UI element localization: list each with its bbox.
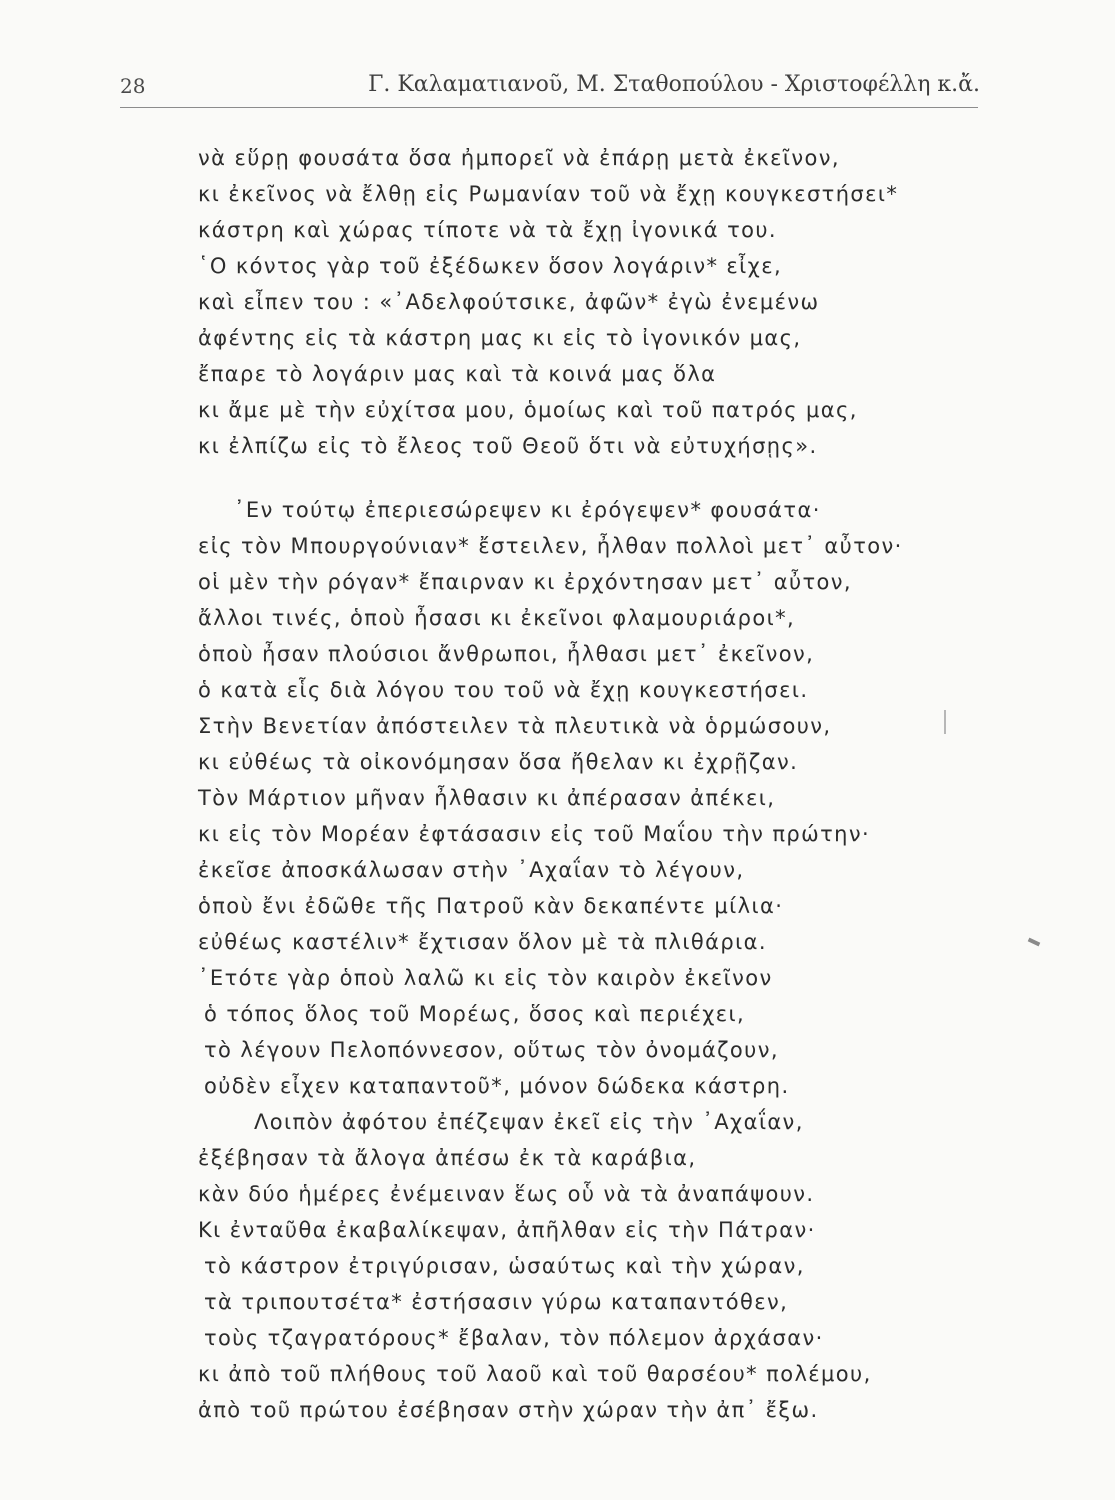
page-header [120, 68, 980, 108]
verse-line: ἐξέβησαν τὰ ἄλογα ἀπέσω ἐκ τὰ καράβια, [198, 1146, 697, 1170]
verse-line: κι ἐκεῖνος νὰ ἔλθῃ εἰς Ρωμανίαν τοῦ νὰ ἔχῃ κουγκεστήσει* [198, 182, 899, 206]
verse-line: εὐθέως καστέλιν* ἔχτισαν ὅλον μὲ τὰ πλιθάρια. [198, 930, 767, 954]
stanza-2 [198, 492, 958, 1104]
verse-line: οἱ μὲν τὴν ρόγαν* ἔπαιρναν κι ἐρχόντησαν μετ᾿ αὖτον, [198, 570, 852, 594]
stanza-gap [198, 464, 958, 492]
verse-line: Τὸν Μάρτιον μῆναν ἦλθασιν κι ἀπέρασαν ἀπέκει, [198, 786, 776, 810]
verse-line: κι ἄμε μὲ τὴν εὐχίτσα μου, ὁμοίως καὶ τοῦ πατρός μας, [198, 398, 858, 422]
verse-line: Κι ἐνταῦθα ἐκαβαλίκεψαν, ἀπῆλθαν εἰς τὴν Πάτραν· [198, 1218, 816, 1242]
verse-line: ᾿Ετότε γὰρ ὁποὺ λαλῶ κι εἰς τὸν καιρὸν ἐκεῖνον [198, 966, 773, 990]
verse-line: νὰ εὕρῃ φουσάτα ὅσα ἠμπορεῖ νὰ ἐπάρῃ μετὰ ἐκεῖνον, [198, 146, 840, 170]
verse-line: τὰ τριπουτσέτα* ἐστήσασιν γύρω καταπαντόθεν, [204, 1290, 789, 1314]
page-number: 28 [120, 74, 146, 98]
verse-line: κι ἐλπίζω εἰς τὸ ἔλεος τοῦ Θεοῦ ὅτι νὰ εὐτυχήσῃς». [198, 434, 818, 458]
verse-line: εἰς τὸν Μπουργούνιαν* ἔστειλεν, ἦλθαν πολλοὶ μετ᾿ αὖτον· [198, 534, 903, 558]
verse-line: καὶ εἶπεν του : «᾿Αδελφούτσικε, ἀφῶν* ἐγὼ ἐνεμένω [198, 290, 820, 314]
verse-line: ἔπαρε τὸ λογάριν μας καὶ τὰ κοινά μας ὅλα [198, 362, 717, 386]
verse-line: τὸ κάστρον ἐτριγύρισαν, ὡσαύτως καὶ τὴν χώραν, [204, 1254, 805, 1278]
verse-line: ὁποὺ ἦσαν πλούσιοι ἄνθρωποι, ἦλθασι μετ᾿ ἐκεῖνον, [198, 642, 815, 666]
scan-mark [1028, 938, 1041, 947]
verse-line: τοὺς τζαγρατόρους* ἔβαλαν, τὸν πόλεμον ἀρχάσαν· [204, 1326, 824, 1350]
verse-line: ᾿Εν τούτῳ ἐπεριεσώρεψεν κι ἐρόγεψεν* φουσάτα· [234, 498, 821, 522]
verse-line: Λοιπὸν ἀφότου ἐπέζεψαν ἐκεῖ εἰς τὴν ᾿Αχαΐαν, [254, 1110, 804, 1134]
verse-line: ὁ τόπος ὅλος τοῦ Μορέως, ὅσος καὶ περιέχει, [204, 1002, 746, 1026]
verse-line: ὁ κατὰ εἷς διὰ λόγου του τοῦ νὰ ἔχῃ κουγκεστήσει. [198, 678, 809, 702]
header-rule [120, 107, 978, 108]
verse-line: τὸ λέγουν Πελοπόννεσον, οὕτως τὸν ὀνομάζουν, [204, 1038, 779, 1062]
verse-line: οὐδὲν εἶχεν καταπαντοῦ*, μόνον δώδεκα κάστρη. [204, 1074, 790, 1098]
verse-line: ἀφέντης εἰς τὰ κάστρη μας κι εἰς τὸ ἰγονικόν μας, [198, 326, 802, 350]
verse-line: κι εἰς τὸν Μορέαν ἐφτάσασιν εἰς τοῦ Μαΐου τὴν πρώτην· [198, 822, 871, 846]
verse-line: ἐκεῖσε ἀποσκάλωσαν στὴν ᾿Αχαΐαν τὸ λέγουν, [198, 858, 745, 882]
verse-line: Στὴν Βενετίαν ἀπόστειλεν τὰ πλευτικὰ νὰ ὁρμώσουν, [198, 714, 832, 738]
verse-line: κὰν δύο ἡμέρες ἐνέμειναν ἕως οὗ νὰ τὰ ἀναπάψουν. [198, 1182, 815, 1206]
verse-line: ὁποὺ ἔνι ἐδῶθε τῆς Πατροῦ κὰν δεκαπέντε μίλια· [198, 894, 784, 918]
stanza-1 [198, 140, 958, 464]
stanza-3 [198, 1104, 958, 1428]
scan-mark [944, 710, 946, 734]
verse-line: ῾Ο κόντος γὰρ τοῦ ἐξέδωκεν ὅσον λογάριν* εἶχε, [198, 254, 783, 278]
verse-line: κάστρη καὶ χώρας τίποτε νὰ τὰ ἔχῃ ἰγονικά του. [198, 218, 777, 242]
running-head: Γ. Καλαματιανοῦ, Μ. Σταθοπούλου - Χριστοφέλλη κ.ἄ. [368, 72, 980, 97]
verse-line: ἄλλοι τινές, ὁποὺ ἦσασι κι ἐκεῖνοι φλαμουριάροι*, [198, 606, 796, 630]
verse-line: κι εὐθέως τὰ οἰκονόμησαν ὅσα ἤθελαν κι ἐχρῇζαν. [198, 750, 799, 774]
verse-line: κι ἀπὸ τοῦ πλήθους τοῦ λαοῦ καὶ τοῦ θαρσέου* πολέμου, [198, 1362, 872, 1386]
poem-text [198, 140, 958, 1428]
verse-line: ἀπὸ τοῦ πρώτου ἐσέβησαν στὴν χώραν τὴν ἀπ᾿ ἔξω. [198, 1398, 819, 1422]
